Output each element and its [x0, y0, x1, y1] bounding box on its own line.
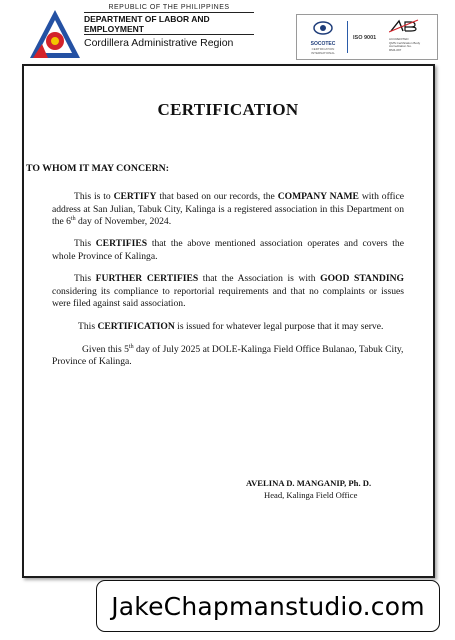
jab-badge [389, 19, 435, 52]
jab-accreditation-no: Accreditation No. [389, 44, 412, 49]
republic-label: REPUBLIC OF THE PHILIPPINES [108, 4, 230, 11]
socotec-label: SOCOTEC [310, 41, 336, 47]
paragraph-coverage: This CERTIFIES that the above mentioned association operates and covers the whole Province of Kalinga. [52, 237, 404, 262]
jab-accredited: ACCREDITED [389, 37, 409, 41]
paragraph-purpose: This CERTIFICATION is issued for whatever legal purpose that it may serve. [78, 320, 384, 332]
badge-divider [347, 21, 348, 53]
socotec-sub-label: CERTIFICATION INTERNATIONAL [311, 47, 335, 55]
department-name: DEPARTMENT OF LABOR AND EMPLOYMENT [84, 12, 254, 35]
jab-mark-icon [389, 19, 419, 33]
jab-number: RM4-097 [389, 47, 402, 52]
document-title: CERTIFICATION [157, 100, 299, 119]
certification-badges [296, 14, 438, 60]
letterhead [0, 0, 455, 64]
paragraph-given: Given this 5th day of July 2025 at DOLE-Kalinga Field Office Bulanao, Tabuk City, Province of Kalinga. [52, 343, 404, 368]
socotec-eye-icon [313, 21, 333, 35]
jab-qms: QMS Certification Body [389, 40, 421, 45]
region-name: Cordillera Administrative Region [84, 37, 234, 49]
dole-seal-logo [28, 8, 82, 62]
paragraph-good-standing: This FURTHER CERTIFIES that the Association is with GOOD STANDING considering its compliance to reportorial requirements and that no complaints or issues were filed against said association. [52, 273, 404, 310]
signatory-position: Head, Kalinga Field Office [264, 489, 358, 500]
agency-block [84, 4, 254, 49]
certificate-body [26, 100, 404, 369]
signature-block [246, 478, 371, 501]
paragraph-registration: This is to CERTIFY that based on our records, the COMPANY NAME with office address at San Julian, Tabuk City, Kalinga is a registered association in this Department on the 6th day of November, 2024. [52, 191, 404, 228]
iso-label: ISO 9001 [353, 35, 377, 41]
socotec-badge [303, 21, 343, 55]
signatory-name: AVELINA D. MANGANIP, Ph. D. [246, 478, 372, 488]
salutation: TO WHOM IT MAY CONCERN: [26, 162, 169, 174]
watermark-banner: JakeChapmanstudio.com [96, 580, 440, 632]
